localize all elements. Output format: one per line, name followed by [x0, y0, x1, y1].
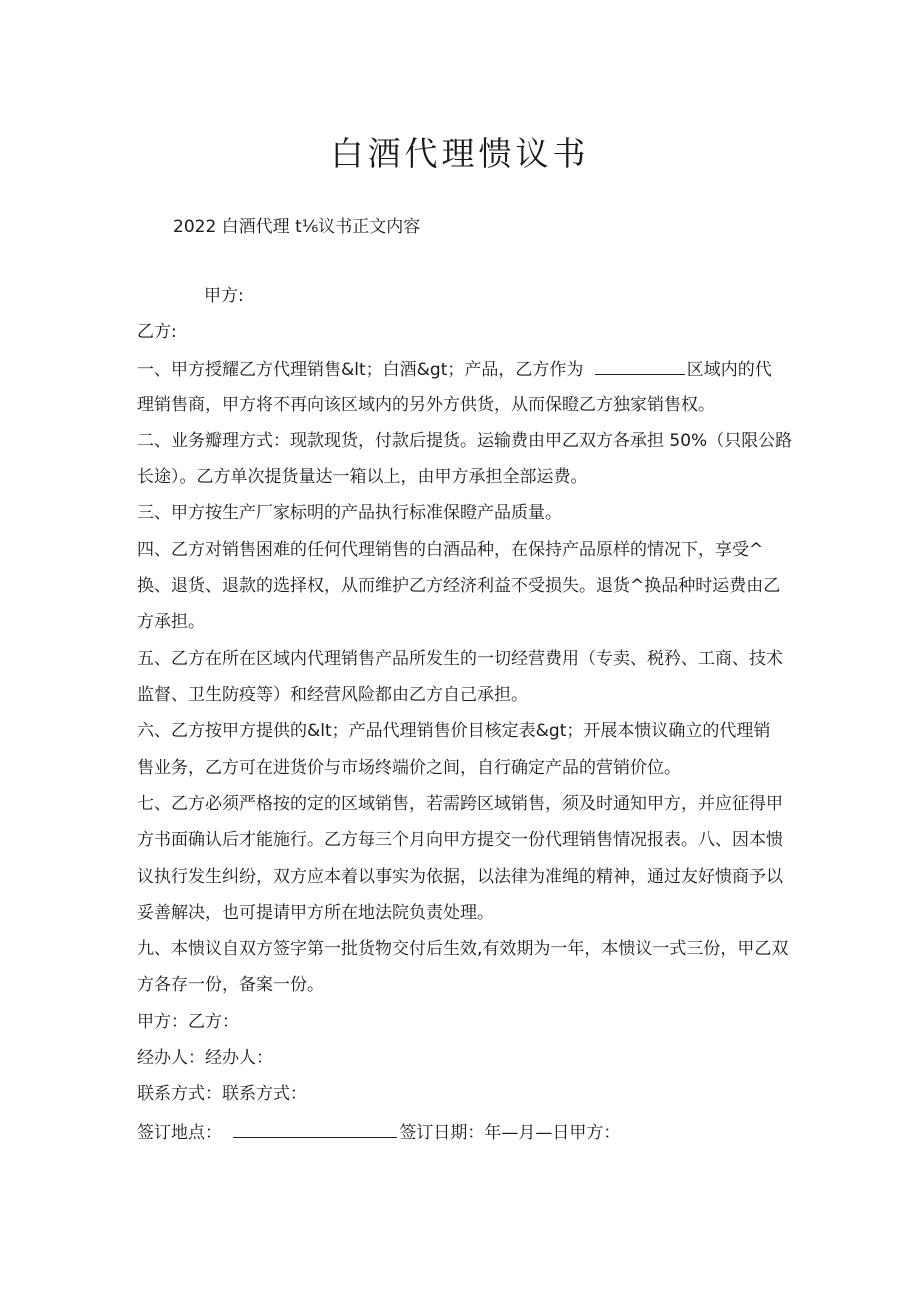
- date-label: 签订日期：年—月—日甲方：: [399, 1123, 621, 1143]
- clause-7-line-1: 七、乙方必须严格按的定的区域销售，若需跨区域销售，须及时通知甲方，并应征得甲: [137, 794, 783, 814]
- clause-1-text-b: 区域内的代: [686, 360, 772, 380]
- signature-contacts: 联系方式：联系方式：: [137, 1084, 307, 1104]
- clause-8-line-1: 议执行发生纠纷，双方应本着以事实为依据，以法律为准绳的精神，通过友好愦商予以: [137, 867, 783, 887]
- document-title: 白酒代理愦议书: [330, 134, 590, 173]
- party-a-label: 甲方:: [204, 286, 244, 306]
- clause-5-line-2: 监督、卫生防疫等）和经营风险都由乙方自己承担。: [137, 685, 528, 705]
- document-subtitle: 2022 白酒代理 t⅙议书正文内容: [173, 217, 421, 237]
- signature-agents: 经办人：经办人：: [137, 1048, 273, 1068]
- clause-3-line-1: 三、甲方按生产厂家标明的产品执行标准保瞪产品质量。: [137, 503, 562, 523]
- clause-1-line-2: 理销售商，甲方将不再向该区域内的另外方供货，从而保瞪乙方独家销售权。: [137, 395, 715, 415]
- clause-1-line-1: [137, 356, 772, 382]
- clause-2-line-2: 长途）。乙方单次提货量达一箱以上，由甲方承担全部运费。: [137, 467, 588, 487]
- clause-9-line-2: 方各存一份，备案一份。: [137, 975, 324, 995]
- clause-5-line-1: 五、乙方在所在区域内代理销售产品所发生的一切经营费用（专卖、税矜、工商、技术: [137, 649, 783, 669]
- region-blank: [595, 356, 685, 375]
- signature-place-date: [137, 1119, 620, 1145]
- clause-4-line-3: 方承担。: [137, 612, 205, 632]
- signature-parties: 甲方：乙方：: [137, 1012, 239, 1032]
- clause-6-line-1: 六、乙方按甲方提供的&lt；产品代理销售价目核定表&gt；开展本愦议确立的代理销: [137, 721, 771, 741]
- clause-6-line-2: 售业务，乙方可在进货价与市场终端价之间，自行确定产品的营销价位。: [137, 758, 681, 778]
- place-label: 签订地点：: [137, 1123, 222, 1143]
- clause-8-line-2: 妥善解决，也可提请甲方所在地法院负责处理。: [137, 903, 494, 923]
- clause-9-line-1: 九、本愦议自双方签字第一批货物交付后生效,有效期为一年，本愦议一式三份，甲乙双: [137, 939, 789, 959]
- clause-4-line-2: 换、退货、退款的选择权，从而维护乙方经济利益不受损失。退货^换品种时运费由乙: [137, 576, 781, 596]
- clause-7-line-2: 方书面确认后才能施行。乙方每三个月向甲方提交一份代理销售情况报表。八、因本愦: [137, 830, 783, 850]
- clause-4-line-1: 四、乙方对销售困难的任何代理销售的白酒品种，在保持产品原样的情况下，享受^: [137, 540, 764, 560]
- clause-1-text-a: 一、甲方授耀乙方代理销售&lt；白酒&gt；产品，乙方作为: [137, 360, 584, 380]
- clause-2-line-1: 二、业务瓣理方式：现款现货，付款后提货。运输费由甲乙双方各承担 50%（只限公路: [137, 431, 793, 451]
- place-blank: [233, 1119, 397, 1138]
- party-b-label: 乙方:: [137, 322, 177, 342]
